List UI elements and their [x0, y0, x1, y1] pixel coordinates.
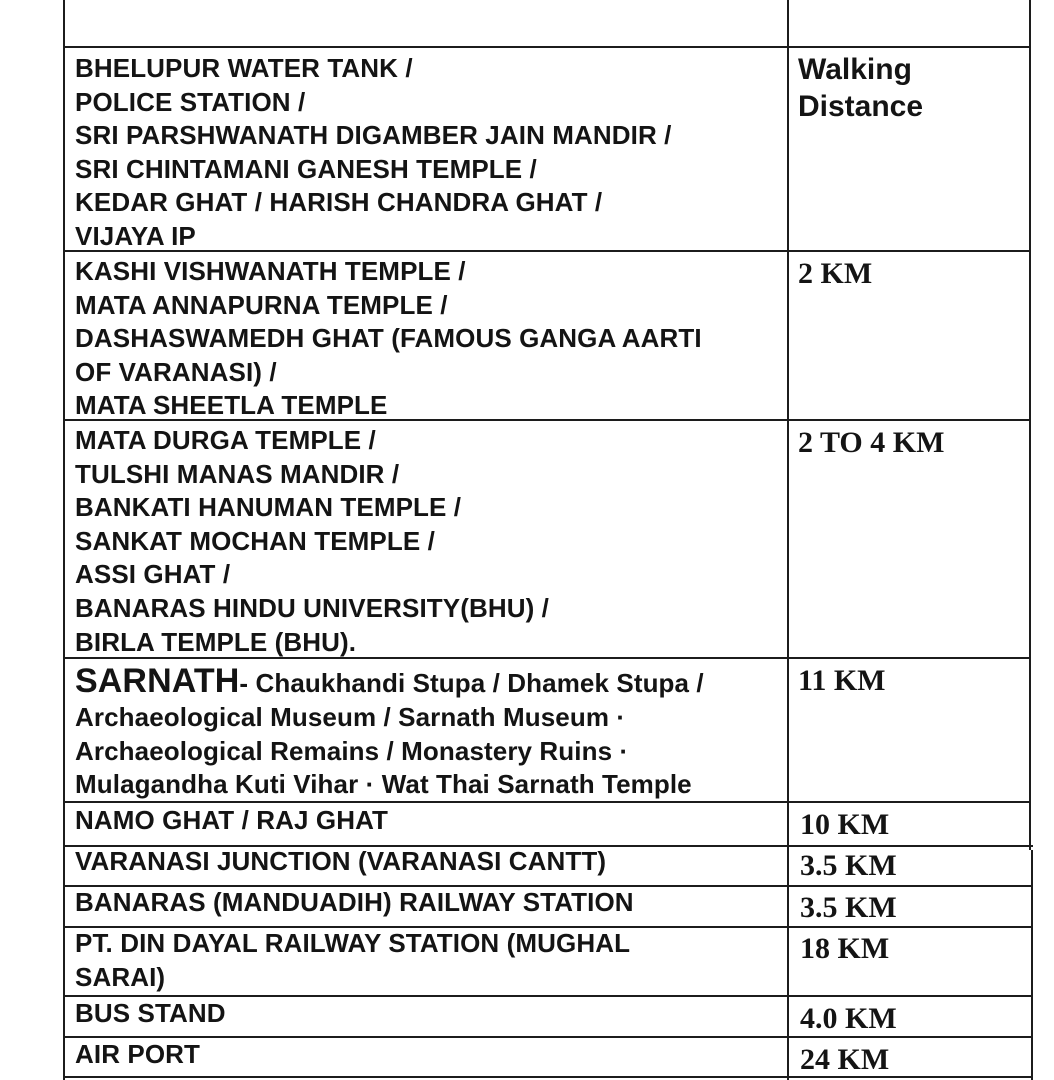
place-line-text: - Chaukhandi Stupa / Dhamek Stupa /: [239, 668, 704, 698]
place-line: DASHASWAMEDH GHAT (FAMOUS GANGA AARTI: [75, 323, 702, 354]
distance-cell: 4.0 KM: [800, 1002, 897, 1035]
distance-cell: 18 KM: [800, 932, 890, 965]
place-line: ASSI GHAT /: [75, 559, 231, 590]
place-cell: [75, 886, 787, 920]
place-cell: [75, 663, 787, 802]
place-line: POLICE STATION /: [75, 86, 306, 117]
place-cell: [75, 804, 787, 838]
place-line: AIR PORT: [75, 1039, 201, 1069]
table-right-border: [1029, 0, 1031, 850]
place-cell: [75, 927, 787, 994]
place-line: BANARAS (MANDUADIH) RAILWAY STATION: [75, 887, 634, 917]
place-line: BHELUPUR WATER TANK /: [75, 53, 413, 83]
clipped-top-row: [0, 0, 1054, 12]
place-line: [75, 663, 787, 701]
place-line: Mulagandha Kuti Vihar · Wat Thai Sarnath Temple: [75, 769, 692, 800]
place-cell: [75, 845, 787, 879]
table-left-border: [63, 0, 65, 1080]
place-line: SARAI): [75, 961, 166, 992]
place-line: PT. DIN DAYAL RAILWAY STATION (MUGHAL: [75, 928, 631, 958]
place-line: SANKAT MOCHAN TEMPLE /: [75, 525, 435, 556]
place-line: NAMO GHAT / RAJ GHAT: [75, 805, 389, 835]
place-cell: [75, 997, 787, 1031]
place-cell: [75, 1038, 787, 1072]
distance-cell: 10 KM: [800, 808, 890, 841]
distance-cell: 2 KM: [798, 257, 873, 290]
distance-cell: 3.5 KM: [800, 849, 897, 882]
distance-line: Walking: [798, 53, 912, 86]
place-line: MATA DURGA TEMPLE /: [75, 425, 376, 455]
place-line: MATA SHEETLA TEMPLE: [75, 390, 388, 421]
place-line: BANARAS HINDU UNIVERSITY(BHU) /: [75, 592, 549, 623]
distance-line: Distance: [798, 90, 924, 123]
place-heading: SARNATH: [75, 662, 240, 700]
place-line: SRI PARSHWANATH DIGAMBER JAIN MANDIR /: [75, 120, 672, 151]
place-line: BUS STAND: [75, 998, 226, 1028]
place-line: VARANASI JUNCTION (VARANASI CANTT): [75, 846, 607, 876]
place-line: KASHI VISHWANATH TEMPLE /: [75, 256, 466, 286]
table-column-divider: [787, 0, 789, 1080]
distance-cell: 2 TO 4 KM: [798, 426, 945, 459]
place-line: Archaeological Remains / Monastery Ruins ·: [75, 735, 629, 766]
distance-cell: [798, 51, 923, 125]
place-line: TULSHI MANAS MANDIR /: [75, 458, 400, 489]
place-line: VIJAYA IP: [75, 220, 196, 251]
place-cell: [75, 52, 787, 254]
place-line: SRI CHINTAMANI GANESH TEMPLE /: [75, 153, 537, 184]
distance-cell: 11 KM: [798, 664, 886, 697]
place-line: Archaeological Museum / Sarnath Museum ·: [75, 702, 626, 732]
row-divider: [63, 46, 1031, 48]
distance-cell: 3.5 KM: [800, 891, 897, 924]
place-line: KEDAR GHAT / HARISH CHANDRA GHAT /: [75, 187, 603, 218]
place-line: OF VARANASI) /: [75, 356, 277, 387]
place-line: BANKATI HANUMAN TEMPLE /: [75, 492, 462, 523]
place-cell: [75, 255, 787, 423]
place-line: MATA ANNAPURNA TEMPLE /: [75, 289, 448, 320]
distance-cell: 24 KM: [800, 1043, 890, 1076]
place-cell: [75, 424, 787, 659]
place-line: BIRLA TEMPLE (BHU).: [75, 626, 357, 657]
